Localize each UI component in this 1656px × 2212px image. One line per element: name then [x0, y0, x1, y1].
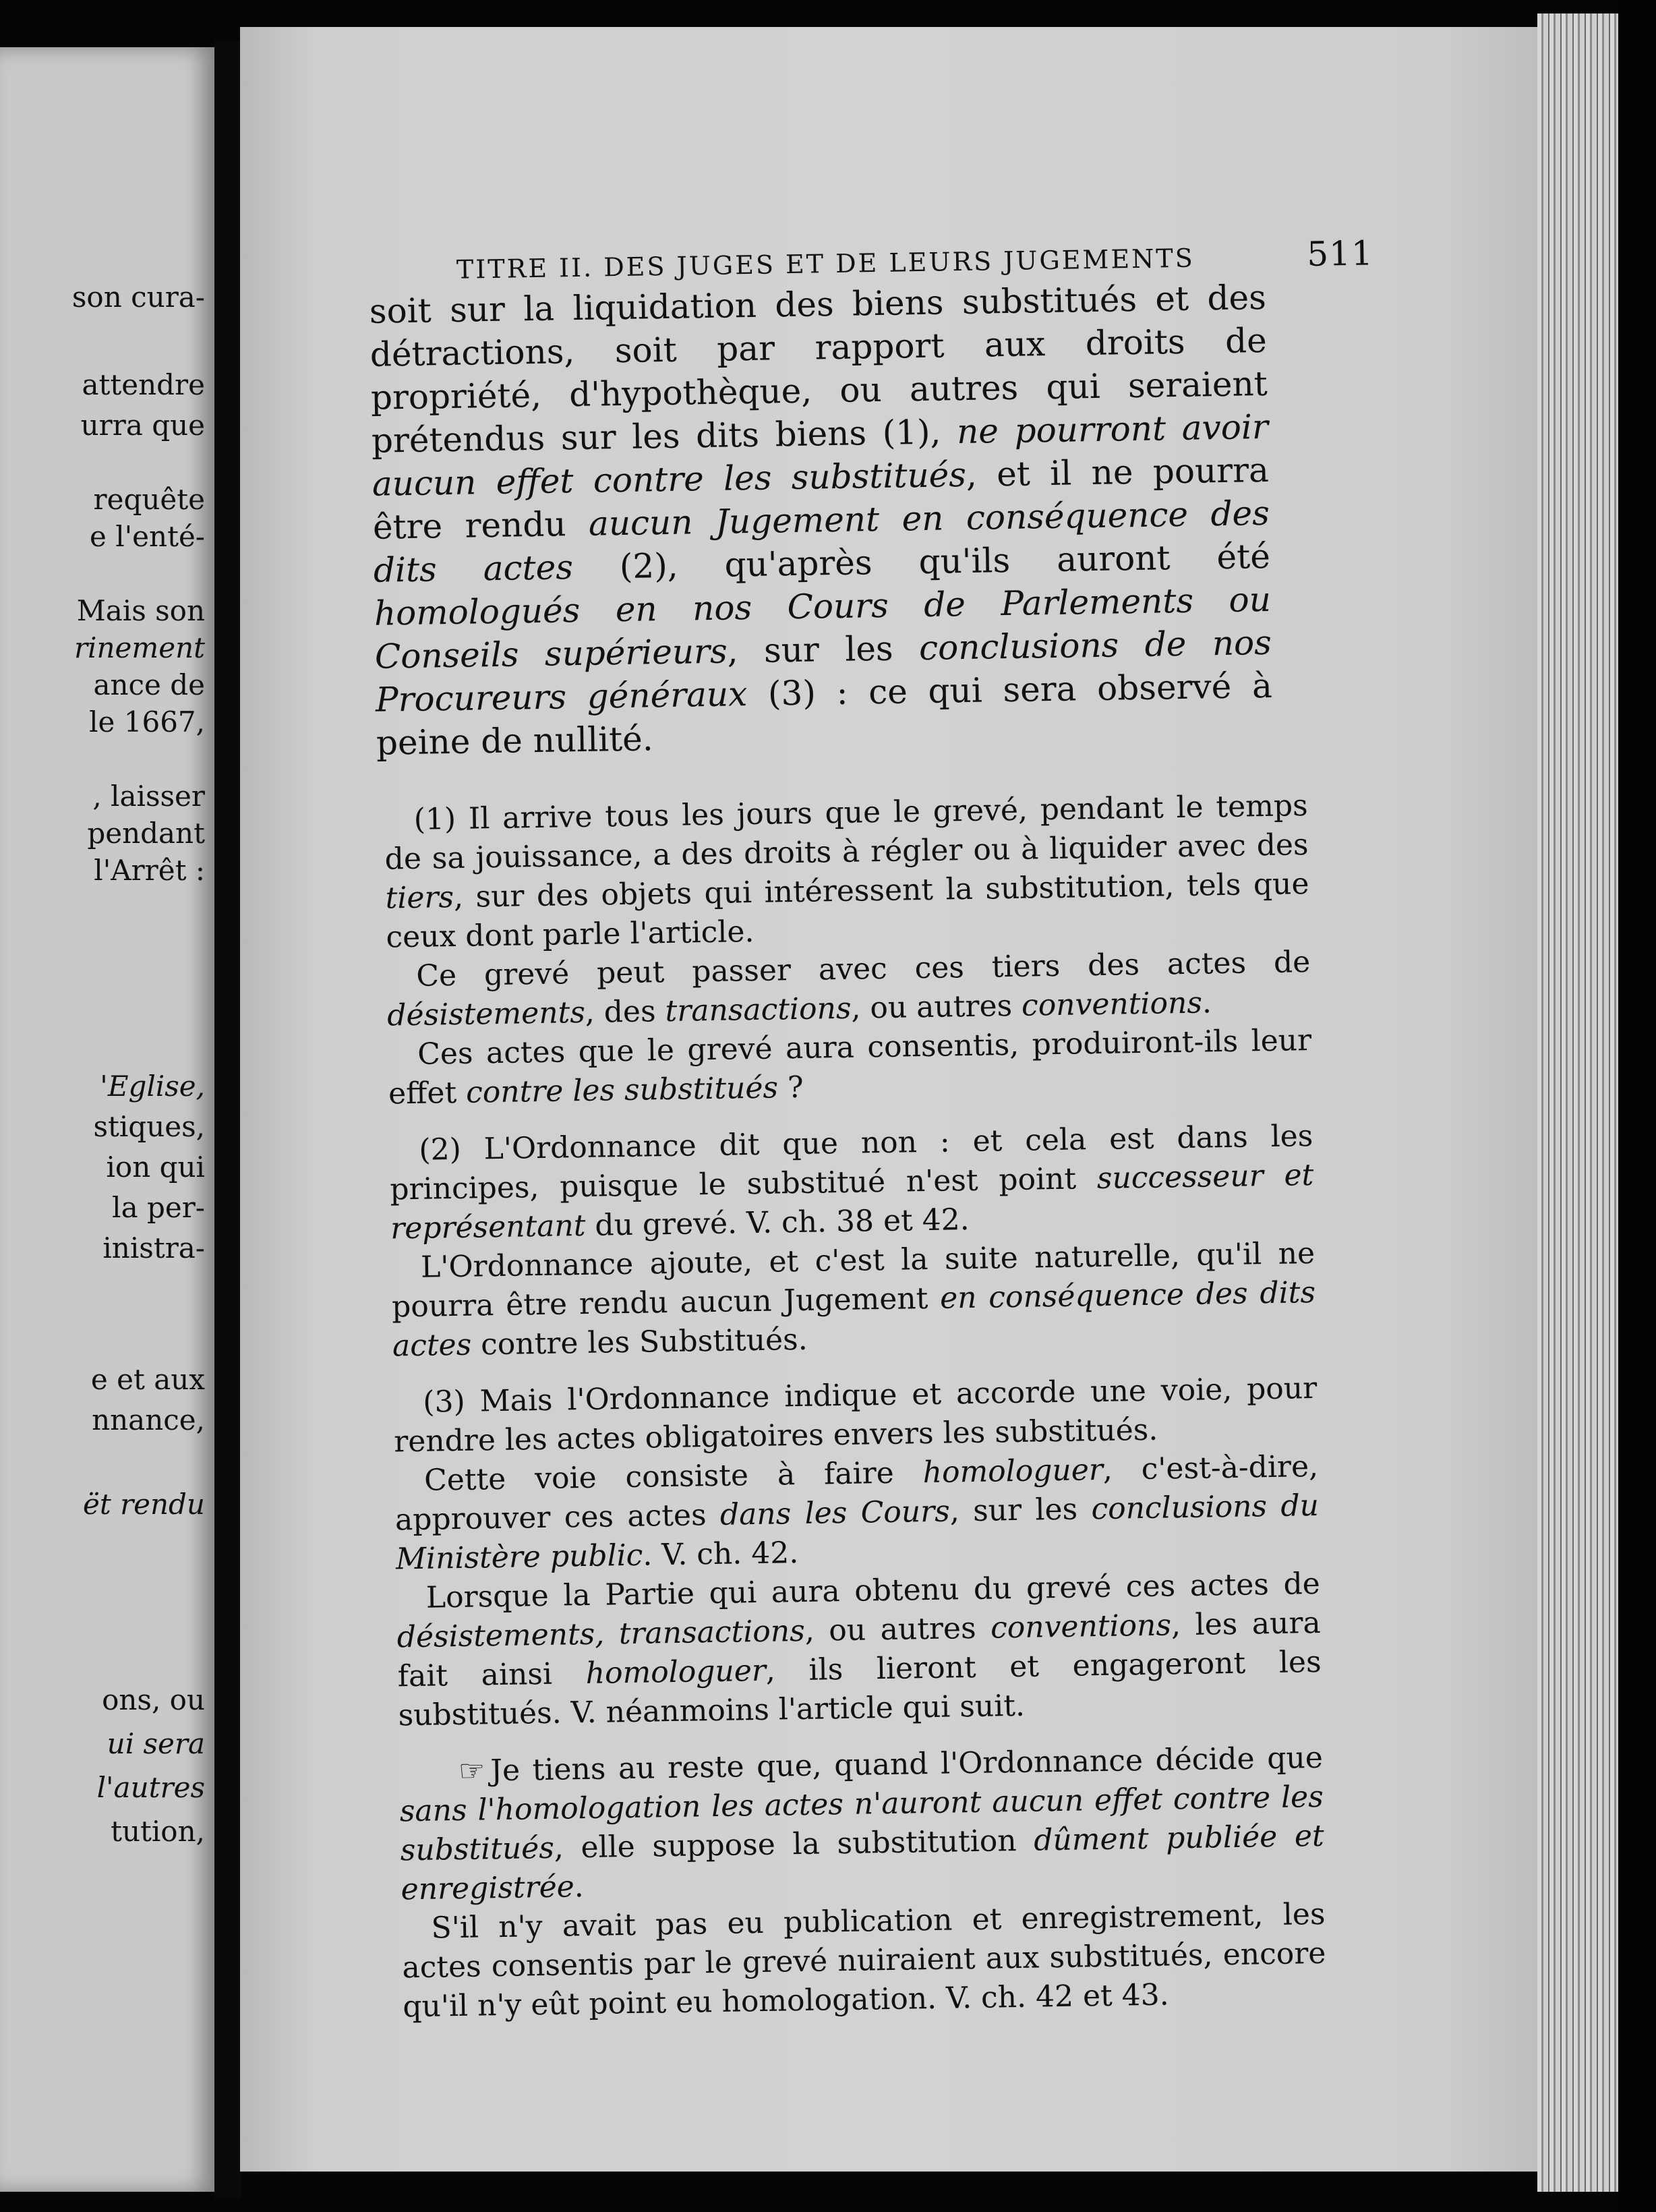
left-page-line: stiques, [93, 1110, 205, 1143]
pointing-hand-icon: ☞ [458, 1753, 485, 1789]
note-3-paragraph-3: Lorsque la Partie qui aura obtenu du grevé ces actes de désistements, transactions, ou autres conventions, les aura fait ainsi homologuer, ils lieront et engageront les substitués. V. néanmoins l'article qui suit. [396, 1566, 1322, 1733]
left-page-line: nnance, [92, 1403, 205, 1436]
main-paragraph: soit sur la liquidation des biens substitués et des détractions, soit par rapport aux droits de propriété, d'hypothèque, ou autres qui seraient prétendus sur les dits biens (1), ne pourront avoir aucun effet contre les substitués, et il ne pourra être rendu aucun Jugement en conséquence des dits actes (2), qu'après qu'ils auront été homologués en nos Cours de Parlements ou Conseils supérieurs, sur les conclusions de nos Procureurs généraux (3) : ce qui sera observé à peine de nullité. [369, 277, 1273, 763]
left-page-line: la per- [112, 1191, 205, 1224]
left-page-line: ance de [93, 668, 205, 701]
left-page-line: ion qui [106, 1151, 205, 1184]
page-content [361, 214, 1374, 2027]
note-remark-paragraph-2: S'il n'y avait pas eu publication et enregistrement, les actes consentis par le grevé nuiraient aux substitués, encore qu'il n'y eût point eu homologation. V. ch. 42 et 43. [402, 1896, 1326, 2025]
note-1-paragraph-1: (1) Il arrive tous les jours que le grevé, pendant le temps de sa jouissance, a des droits à régler ou à liquider avec des tiers, sur des objets qui intéressent la substitution, tels que ceux dont parle l'article. [384, 788, 1309, 955]
footnotes [384, 786, 1326, 2027]
left-page-line: Mais son [76, 594, 205, 627]
note-3-paragraph-1: (3) Mais l'Ordonnance indique et accorde une voie, pour rendre les actes obligatoires envers les substitués. [393, 1370, 1318, 1459]
left-page-line: rinement [73, 631, 205, 664]
note-2-paragraph-2: L'Ordonnance ajoute, et c'est la suite naturelle, qu'il ne pourra être rendu aucun Jugement en conséquence des dits actes contre les Substitués. [391, 1235, 1316, 1364]
left-page-line: son cura- [71, 281, 205, 314]
left-page-line: , laisser [92, 780, 205, 813]
left-page-line: le 1667, [89, 705, 205, 738]
book-gutter [214, 40, 241, 2199]
page-number: 511 [1306, 233, 1374, 274]
left-page-line: attendre [82, 368, 205, 401]
note-1-paragraph-3: Ces actes que le grevé aura consentis, produiront-ils leur effet contre les substitués ? [388, 1023, 1312, 1111]
scan-border [1618, 0, 1656, 2212]
left-page-line: 'Eglise, [100, 1070, 205, 1103]
main-text [369, 276, 1273, 765]
left-page-line: l'Arrêt : [94, 854, 205, 887]
left-page-line: pendant [87, 817, 205, 850]
left-page-line: urra que [80, 409, 205, 442]
left-page-line: tution, [111, 1815, 205, 1848]
left-page-line: e et aux [90, 1363, 205, 1396]
right-page [240, 27, 1541, 2172]
left-page-line: ui sera [107, 1727, 205, 1760]
header-title: TITRE II. DES JUGES ET DE LEURS JUGEMENTS [456, 243, 1195, 285]
left-page-line: l'autres [96, 1771, 205, 1804]
left-page-fragment [0, 47, 214, 2192]
left-page-line: ët rendu [82, 1488, 205, 1521]
page-edges [1537, 13, 1618, 2192]
note-1-paragraph-2: Ce grevé peut passer avec ces tiers des actes de désistements, des transactions, ou autres conventions. [386, 945, 1311, 1033]
left-page-line: requête [93, 483, 205, 516]
note-remark-paragraph-1: ☞ Je tiens au reste que, quand l'Ordonnance décide que sans l'homologation les actes n'auront aucun effet contre les substitués, elle suppose la substitution dûment publiée et enregistrée. [399, 1740, 1325, 1907]
left-page-line: inistra- [102, 1231, 205, 1264]
note-3-paragraph-2: Cette voie consiste à faire homologuer, c'est-à-dire, approuver ces actes dans les Cours, sur les conclusions du Ministère public. V. ch. 42. [394, 1449, 1320, 1577]
left-page-line: e l'enté- [89, 520, 205, 553]
left-page-line: ons, ou [102, 1683, 205, 1716]
running-header [361, 214, 1374, 285]
note-2-paragraph-1: (2) L'Ordonnance dit que non : et cela est dans les principes, puisque le substitué n'est point successeur et représentant du grevé. V. ch. 38 et 42. [389, 1119, 1314, 1246]
